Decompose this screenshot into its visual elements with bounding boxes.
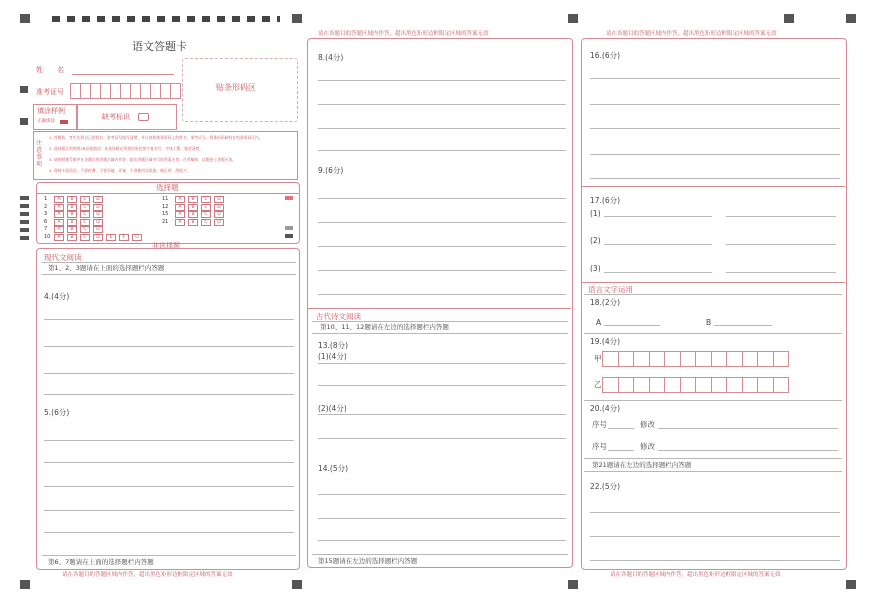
note-1: 1. 答题前，考生先将自己的姓名、准考证号填写清楚，并认真核准条形码上的姓名、准考证号。将条形码粘贴在贴条形码区内。 [49,135,263,140]
fill-example-label: 填涂样例 [37,107,65,115]
question-number: 2 [44,203,48,210]
answer-line[interactable] [318,270,566,271]
option-bubble[interactable]: C [201,219,211,226]
question-17-label: 17.(6分) [590,196,621,205]
question-17-part: (1) [590,209,601,218]
timing-mark [20,204,29,208]
option-bubble[interactable]: A [54,211,64,218]
option-bubble[interactable]: D [93,211,103,218]
option-bubble[interactable]: D [93,234,103,241]
question-13-1-label: (1)(4分) [318,352,347,361]
option-bubble[interactable]: A [175,219,185,226]
option-bubble[interactable]: C [80,219,90,226]
question-number: 12 [162,203,169,210]
choice-title: 选择题 [156,183,179,192]
col1-answer-area [36,248,300,570]
notes-label: 注意事项 [36,140,43,168]
question-number: 21 [162,218,169,225]
rule [584,458,842,459]
option-bubble[interactable]: A [54,234,64,241]
answer-line[interactable] [318,246,566,247]
question-number: 10 [44,233,51,240]
choice-right-block [162,196,227,226]
answer-line[interactable] [604,325,660,326]
note-3: 3. 请按照题号顺序在各题目的答题区域内作答，超出答题区域书写的答案无效；在草稿纸、试题卷上答题无效。 [49,157,237,162]
choice-note: 第21题请在左边的选择题栏内答题 [592,461,692,469]
option-bubble[interactable]: C [80,204,90,211]
choice-row[interactable] [44,234,145,242]
registration-mark [568,580,578,589]
question-13-2-label: (2)(4分) [318,404,347,413]
question-17-part: (3) [590,264,601,273]
registration-mark [20,86,28,93]
choice-left-block [44,196,145,241]
answer-line[interactable] [44,440,294,441]
option-bubble[interactable]: B [67,226,77,233]
marker-icon [285,226,293,230]
choice-row[interactable] [162,219,227,227]
timing-mark [20,196,29,200]
option-bubble[interactable]: B [67,196,77,203]
option-bubble[interactable]: D [93,226,103,233]
question-17-part: (2) [590,236,601,245]
answer-line[interactable] [318,438,566,439]
choice-row[interactable] [44,196,145,204]
answer-line[interactable] [318,104,566,105]
answer-line[interactable] [726,272,836,273]
answer-line[interactable] [590,104,840,105]
option-bubble[interactable]: F [119,234,129,241]
divider [308,308,571,309]
registration-mark [568,14,578,23]
choice-note: 第10、11、12题请在左边的选择题栏内答题 [320,323,449,331]
choice-note: 第1、2、3题请在上面的选择题栏内答题 [48,264,165,272]
answer-line[interactable] [44,486,294,487]
answer-line[interactable] [318,363,566,364]
answer-line[interactable] [318,222,566,223]
option-bubble[interactable]: B [67,211,77,218]
option-bubble[interactable]: G [132,234,142,241]
choice-row[interactable] [44,204,145,212]
footer-note: 请在各题目的答题区域内作答，超出黑色矩形边框限定区域的答案无效 [610,572,781,578]
option-bubble[interactable]: B [67,219,77,226]
timing-mark [20,236,29,240]
option-bubble[interactable]: D [93,196,103,203]
choice-row[interactable] [162,211,227,219]
option-bubble[interactable]: C [80,196,90,203]
marker-icon [285,196,293,200]
question-20-label: 20.(4分) [590,404,621,413]
option-bubble[interactable]: B [67,234,77,241]
rule [312,333,568,334]
answer-line[interactable] [714,325,772,326]
question-13-label: 13.(8分) [318,341,349,350]
question-20-fix-label: 修改 [640,420,655,429]
question-number: 3 [44,211,48,217]
absent-label: 缺考标识 [102,113,130,121]
question-number: 11 [162,196,169,202]
registration-mark [20,118,28,125]
rule [312,321,568,322]
question-20-fix-label: 修改 [640,442,655,451]
divider [582,282,845,283]
answer-line[interactable] [318,294,566,295]
option-bubble[interactable]: D [214,204,224,211]
question-number: 6 [44,218,48,225]
timing-mark [20,212,29,216]
answer-line[interactable] [318,80,566,81]
question-19-a-label: 甲 [594,354,602,363]
question-number: 1 [44,196,48,202]
option-bubble[interactable]: B [188,196,198,203]
answer-line[interactable] [590,154,840,155]
answer-line[interactable] [590,78,840,79]
character-grid-b[interactable] [602,377,788,393]
timing-mark [20,220,29,224]
timing-mark [20,228,29,232]
rule [42,555,296,556]
answer-line[interactable] [658,450,838,451]
option-bubble[interactable]: D [93,219,103,226]
option-bubble[interactable]: D [214,196,224,203]
option-bubble[interactable]: C [201,211,211,218]
choice-note: 第6、7题请在上面的选择题栏内答题 [48,558,154,566]
registration-mark [784,14,794,23]
question-8-label: 8.(4分) [318,53,344,62]
divider [37,193,299,194]
answer-line[interactable] [726,244,836,245]
character-grid-a[interactable] [602,351,788,367]
option-bubble[interactable]: D [214,211,224,218]
choice-row[interactable] [44,219,145,227]
answer-line[interactable] [44,532,294,533]
question-20-seq-label: 序号 [592,442,607,451]
question-22-label: 22.(5分) [590,482,621,491]
answer-line[interactable] [318,128,566,129]
col2-answer-area [307,38,573,568]
question-number: 7 [44,226,48,232]
option-bubble[interactable]: C [80,211,90,218]
column-header-note: 请在各题目的答题区域内作答，超出黑色矩形边框限定区域的答案无效 [606,31,777,37]
registration-mark [846,580,856,589]
footer-note: 请在各题目的答题区域内作答，超出黑色矩形边框限定区域的答案无效 [62,572,233,578]
option-bubble[interactable]: C [201,204,211,211]
timing-mark-strip [52,16,280,22]
option-bubble[interactable]: B [188,211,198,218]
answer-line[interactable] [590,128,840,129]
option-bubble[interactable]: D [214,219,224,226]
column-header-note: 请在各题目的答题区域内作答，超出黑色矩形边框限定区域的答案无效 [318,31,489,37]
option-bubble[interactable]: A [54,219,64,226]
answer-line[interactable] [590,178,840,179]
id-number-boxes[interactable] [70,83,180,99]
id-label: 准考证号 [36,88,64,96]
rule [42,274,296,275]
question-14-label: 14.(5分) [318,464,349,473]
choice-note: 第15题请在左边的选择题栏内答题 [318,557,418,565]
name-field[interactable] [72,74,174,75]
question-18-a-label: A [596,318,602,327]
registration-mark [292,580,302,589]
note-2: 2. 选择题必须使用2B铅笔填涂；非选择题必须使用黑色签字笔书写，字体工整、笔迹清楚。 [49,146,204,151]
note-4: 4. 保持卡面清洁，不要折叠、不要弄破、弄皱，不准使用涂改液、修正带、刮纸刀。 [49,168,191,173]
answer-line[interactable] [44,462,294,463]
question-20-seq-label: 序号 [592,420,607,429]
answer-line[interactable] [604,272,712,273]
page-title: 语文答题卡 [132,40,187,53]
question-16-label: 16.(6分) [590,51,621,60]
option-bubble[interactable]: A [175,211,185,218]
answer-line[interactable] [44,510,294,511]
barcode-label: 贴条形码区 [216,83,256,92]
answer-line[interactable] [318,494,566,495]
answer-line[interactable] [590,536,840,537]
absent-checkbox[interactable] [138,113,149,121]
rule [584,471,842,472]
choice-row[interactable] [44,211,145,219]
option-bubble[interactable]: A [54,204,64,211]
question-number: 15 [162,211,169,217]
option-bubble[interactable]: D [93,204,103,211]
answer-line[interactable] [604,216,712,217]
question-19-b-label: 乙 [594,380,602,389]
filled-bubble-icon [60,120,68,124]
option-bubble[interactable]: B [67,204,77,211]
question-4-label: 4.(4分) [44,292,70,301]
answer-line[interactable] [318,540,566,541]
answer-line[interactable] [590,560,840,561]
name-label: 姓 名 [36,66,64,74]
nonchoice-title: 非选择题 [152,242,180,250]
option-bubble[interactable]: A [175,196,185,203]
rule [312,554,568,555]
registration-mark [846,14,856,23]
question-5-label: 5.(6分) [44,408,70,417]
answer-line[interactable] [318,414,566,415]
option-bubble[interactable]: C [80,226,90,233]
marker-icon [285,234,293,238]
rule [584,400,842,401]
question-18-b-label: B [706,318,712,327]
option-bubble[interactable]: B [188,204,198,211]
answer-line[interactable] [44,394,294,395]
option-bubble[interactable]: E [106,234,116,241]
answer-line[interactable] [608,450,634,451]
question-19-label: 19.(4分) [590,337,621,346]
option-bubble[interactable]: C [80,234,90,241]
option-bubble[interactable]: A [54,196,64,203]
section-title: 古代诗文阅读 [316,312,361,321]
registration-mark [292,14,302,23]
registration-mark [20,580,30,589]
answer-line[interactable] [658,428,838,429]
option-bubble[interactable]: B [188,219,198,226]
answer-line[interactable] [318,518,566,519]
option-bubble[interactable]: A [54,226,64,233]
registration-mark [20,14,30,23]
section-title: 现代文阅读 [44,253,82,262]
answer-line[interactable] [318,198,566,199]
choice-row[interactable] [162,196,227,204]
choice-row[interactable] [162,204,227,212]
option-bubble[interactable]: C [201,196,211,203]
rule [42,262,296,263]
question-18-label: 18.(2分) [590,298,621,307]
fill-example-sub: 正确填涂 [37,119,55,124]
answer-line[interactable] [590,512,840,513]
rule [584,333,842,334]
answer-line[interactable] [318,150,566,151]
choice-row[interactable] [44,226,145,234]
answer-line[interactable] [44,373,294,374]
answer-line[interactable] [44,319,294,320]
answer-line[interactable] [608,428,634,429]
answer-line[interactable] [44,346,294,347]
question-9-label: 9.(6分) [318,166,344,175]
answer-line[interactable] [604,244,712,245]
option-bubble[interactable]: A [175,204,185,211]
divider [582,186,845,187]
answer-line[interactable] [726,216,836,217]
col3-answer-area [581,38,847,570]
rule [584,294,842,295]
answer-line[interactable] [318,385,566,386]
section-title: 语言文字运用 [588,285,633,294]
